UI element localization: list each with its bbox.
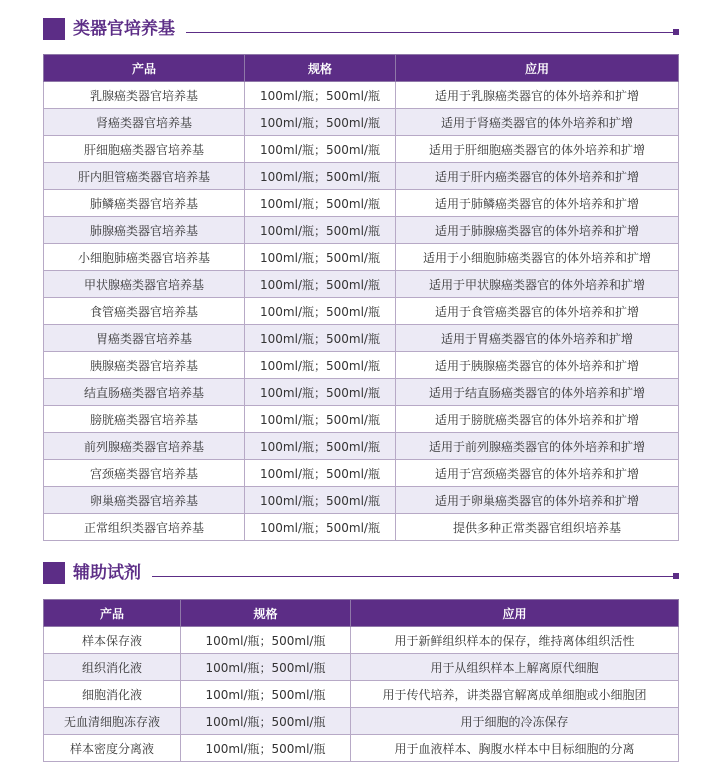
table-header-row: [44, 600, 679, 627]
table-header-row: [44, 55, 679, 82]
cell-application: 适用于胰腺癌类器官的体外培养和扩增: [396, 352, 679, 379]
cell-application: 适用于膀胱癌类器官的体外培养和扩增: [396, 406, 679, 433]
table-row: [44, 627, 679, 654]
cell-spec: 100ml/瓶；500ml/瓶: [245, 487, 396, 514]
cell-spec: 100ml/瓶；500ml/瓶: [245, 109, 396, 136]
cell-product: 肺腺癌类器官培养基: [44, 217, 245, 244]
cell-application: 适用于胃癌类器官的体外培养和扩增: [396, 325, 679, 352]
cell-application: 适用于甲状腺癌类器官的体外培养和扩增: [396, 271, 679, 298]
cell-spec: 100ml/瓶；500ml/瓶: [245, 298, 396, 325]
table-row: [44, 406, 679, 433]
cell-product: 卵巢癌类器官培养基: [44, 487, 245, 514]
cell-spec: 100ml/瓶；500ml/瓶: [181, 681, 351, 708]
section-marker: [43, 562, 65, 584]
cell-spec: 100ml/瓶；500ml/瓶: [245, 514, 396, 541]
cell-spec: 100ml/瓶；500ml/瓶: [181, 627, 351, 654]
cell-application: 适用于肝内癌类器官的体外培养和扩增: [396, 163, 679, 190]
section-header-auxiliary-reagents: [43, 561, 679, 587]
cell-application: 提供多种正常类器官组织培养基: [396, 514, 679, 541]
cell-spec: 100ml/瓶；500ml/瓶: [245, 163, 396, 190]
cell-spec: 100ml/瓶；500ml/瓶: [245, 190, 396, 217]
cell-product: 肺鳞癌类器官培养基: [44, 190, 245, 217]
table-row: [44, 244, 679, 271]
cell-application: 适用于肺腺癌类器官的体外培养和扩增: [396, 217, 679, 244]
cell-application: 用于新鲜组织样本的保存，维持离体组织活性: [351, 627, 679, 654]
cell-spec: 100ml/瓶；500ml/瓶: [245, 325, 396, 352]
cell-application: 适用于结直肠癌类器官的体外培养和扩增: [396, 379, 679, 406]
cell-application: 适用于肝细胞癌类器官的体外培养和扩增: [396, 136, 679, 163]
table-row: [44, 681, 679, 708]
cell-product: 甲状腺癌类器官培养基: [44, 271, 245, 298]
organoid-media-table: [43, 54, 679, 541]
table-row: [44, 190, 679, 217]
cell-product: 样本保存液: [44, 627, 181, 654]
cell-product: 肝细胞癌类器官培养基: [44, 136, 245, 163]
cell-application: 适用于乳腺癌类器官的体外培养和扩增: [396, 82, 679, 109]
section-divider-end: [673, 573, 679, 579]
cell-product: 正常组织类器官培养基: [44, 514, 245, 541]
cell-application: 适用于宫颈癌类器官的体外培养和扩增: [396, 460, 679, 487]
cell-product: 膀胱癌类器官培养基: [44, 406, 245, 433]
section-title: 类器官培养基: [73, 19, 175, 39]
cell-product: 结直肠癌类器官培养基: [44, 379, 245, 406]
cell-spec: 100ml/瓶；500ml/瓶: [245, 244, 396, 271]
cell-application: 适用于肺鳞癌类器官的体外培养和扩增: [396, 190, 679, 217]
table-row: [44, 514, 679, 541]
cell-product: 胃癌类器官培养基: [44, 325, 245, 352]
table-row: [44, 460, 679, 487]
cell-application: 用于从组织样本上解离原代细胞: [351, 654, 679, 681]
section-divider: [152, 576, 673, 577]
cell-spec: 100ml/瓶；500ml/瓶: [245, 460, 396, 487]
table-row: [44, 654, 679, 681]
table-row: [44, 487, 679, 514]
cell-spec: 100ml/瓶；500ml/瓶: [245, 406, 396, 433]
cell-product: 前列腺癌类器官培养基: [44, 433, 245, 460]
column-header-spec: 规格: [245, 55, 396, 82]
table-row: [44, 708, 679, 735]
table-row: [44, 82, 679, 109]
cell-application: 适用于食管癌类器官的体外培养和扩增: [396, 298, 679, 325]
cell-application: 适用于卵巢癌类器官的体外培养和扩增: [396, 487, 679, 514]
cell-product: 肝内胆管癌类器官培养基: [44, 163, 245, 190]
table-row: [44, 271, 679, 298]
column-header-application: 应用: [396, 55, 679, 82]
table-row: [44, 325, 679, 352]
section-marker: [43, 18, 65, 40]
cell-product: 小细胞肺癌类器官培养基: [44, 244, 245, 271]
cell-product: 乳腺癌类器官培养基: [44, 82, 245, 109]
column-header-spec: 规格: [181, 600, 351, 627]
table-row: [44, 735, 679, 762]
column-header-product: 产品: [44, 600, 181, 627]
cell-application: 用于传代培养，讲类器官解离成单细胞或小细胞团: [351, 681, 679, 708]
cell-product: 胰腺癌类器官培养基: [44, 352, 245, 379]
table-row: [44, 433, 679, 460]
cell-spec: 100ml/瓶；500ml/瓶: [245, 379, 396, 406]
table-row: [44, 217, 679, 244]
column-header-application: 应用: [351, 600, 679, 627]
cell-spec: 100ml/瓶；500ml/瓶: [181, 735, 351, 762]
auxiliary-reagents-table: [43, 599, 679, 762]
column-header-product: 产品: [44, 55, 245, 82]
cell-spec: 100ml/瓶；500ml/瓶: [245, 433, 396, 460]
cell-spec: 100ml/瓶；500ml/瓶: [245, 271, 396, 298]
table-row: [44, 298, 679, 325]
cell-product: 宫颈癌类器官培养基: [44, 460, 245, 487]
section-divider: [186, 32, 673, 33]
cell-application: 适用于小细胞肺癌类器官的体外培养和扩增: [396, 244, 679, 271]
table-row: [44, 379, 679, 406]
table-row: [44, 163, 679, 190]
cell-product: 组织消化液: [44, 654, 181, 681]
cell-application: 用于血液样本、胸腹水样本中目标细胞的分离: [351, 735, 679, 762]
section-divider-end: [673, 29, 679, 35]
cell-spec: 100ml/瓶；500ml/瓶: [181, 654, 351, 681]
table-row: [44, 109, 679, 136]
cell-spec: 100ml/瓶；500ml/瓶: [245, 217, 396, 244]
cell-product: 肾癌类器官培养基: [44, 109, 245, 136]
section-title: 辅助试剂: [73, 563, 141, 583]
cell-application: 用于细胞的冷冻保存: [351, 708, 679, 735]
cell-product: 无血清细胞冻存液: [44, 708, 181, 735]
section-header-organoid-media: [43, 17, 679, 43]
table-row: [44, 352, 679, 379]
cell-product: 食管癌类器官培养基: [44, 298, 245, 325]
cell-spec: 100ml/瓶；500ml/瓶: [245, 352, 396, 379]
cell-spec: 100ml/瓶；500ml/瓶: [181, 708, 351, 735]
cell-spec: 100ml/瓶；500ml/瓶: [245, 82, 396, 109]
cell-product: 细胞消化液: [44, 681, 181, 708]
table-row: [44, 136, 679, 163]
cell-spec: 100ml/瓶；500ml/瓶: [245, 136, 396, 163]
cell-application: 适用于肾癌类器官的体外培养和扩增: [396, 109, 679, 136]
cell-product: 样本密度分离液: [44, 735, 181, 762]
cell-application: 适用于前列腺癌类器官的体外培养和扩增: [396, 433, 679, 460]
